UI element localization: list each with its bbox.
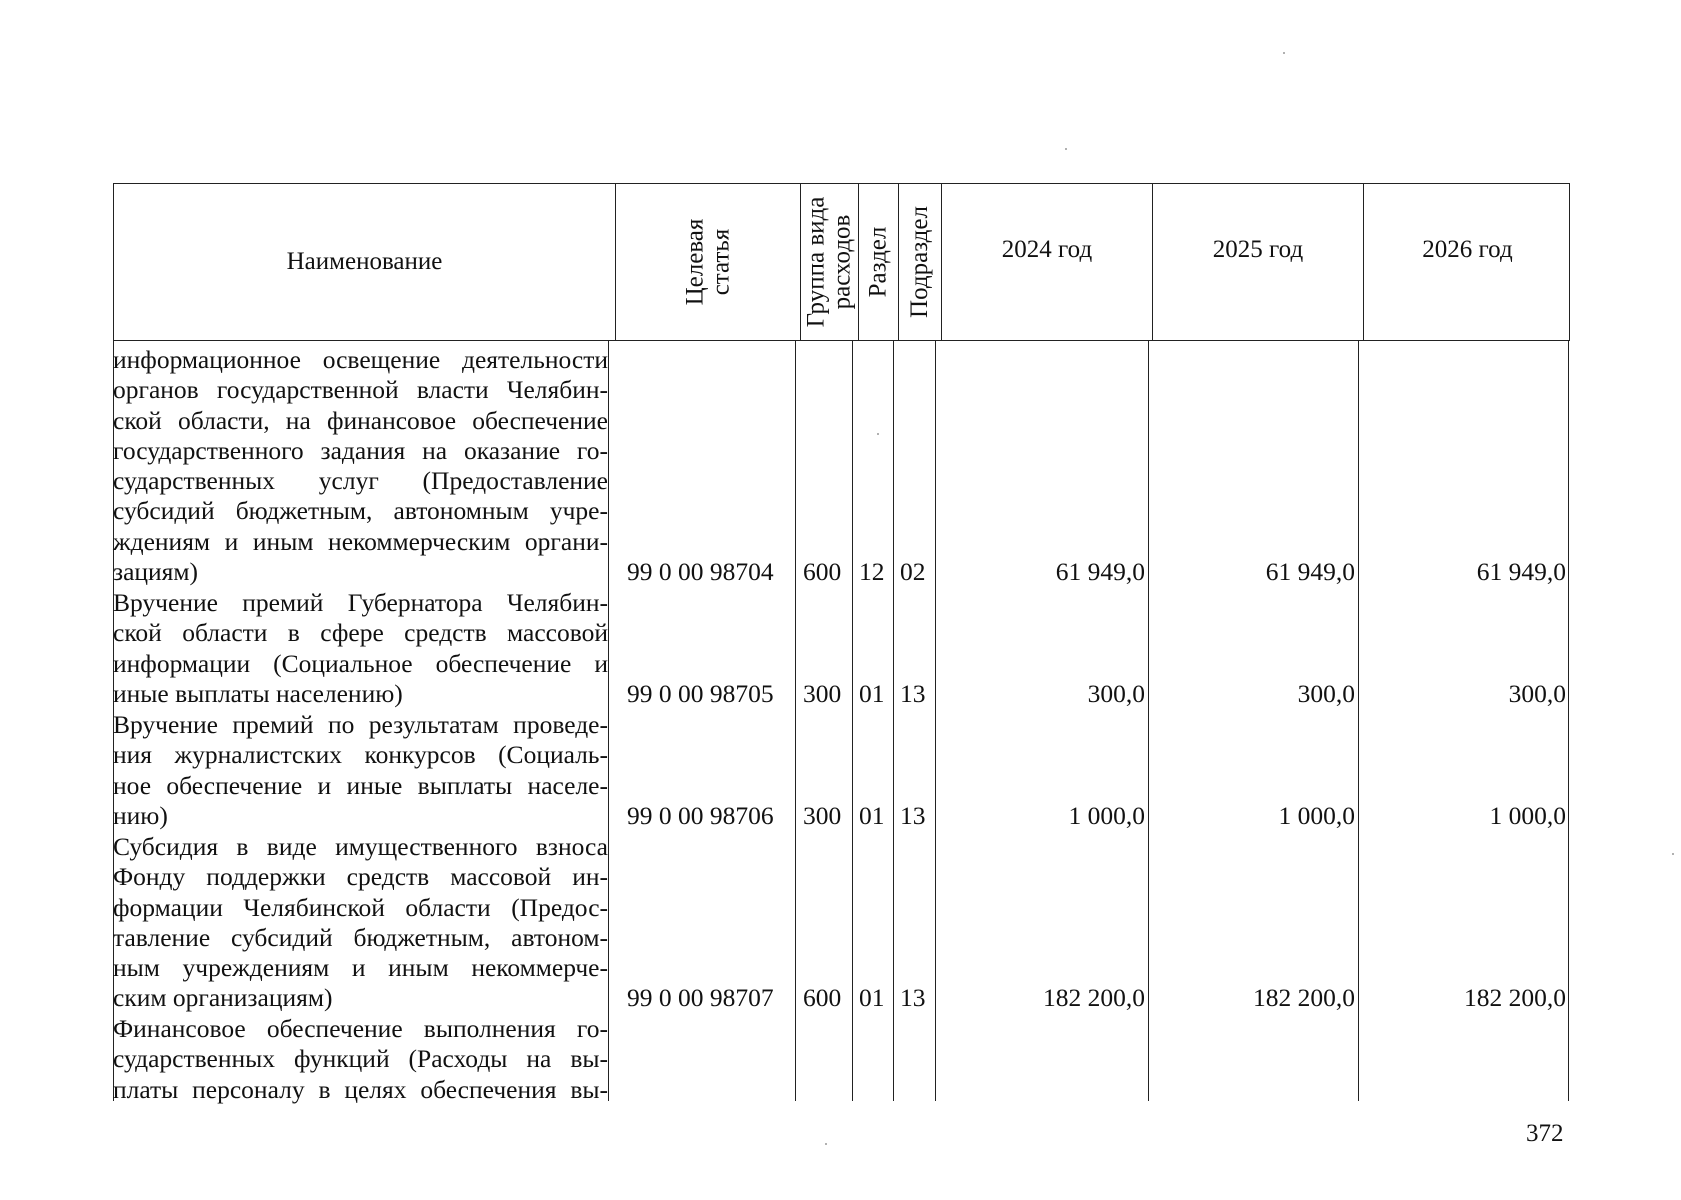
scan-speck — [1283, 52, 1285, 54]
rule-target — [795, 341, 796, 1101]
row-2026: 182 200,0 — [1464, 983, 1566, 1012]
row-group: 300 — [803, 801, 842, 830]
header-target-label: Целевая статья — [680, 218, 734, 306]
row-group: 600 — [803, 557, 842, 586]
row-2026: 61 949,0 — [1476, 557, 1566, 586]
header-subsection — [899, 184, 942, 340]
row-group: 600 — [803, 983, 842, 1012]
scan-speck — [1065, 148, 1067, 150]
row-subsection: 13 — [900, 679, 926, 708]
rule-group — [852, 341, 853, 1101]
rule-2025 — [1358, 341, 1359, 1101]
row-name: информационное освещение деятельности органов государственной власти Челябин- ской области, на финансовое обеспечение государственного задания на оказание го- сударственных услуг (Предоставление субсидий бюджетным, автономным учре- ждениям и иным некоммерческим органи- зациям) — [113, 345, 608, 587]
rule-subsection — [935, 341, 936, 1101]
row-subsection: 13 — [900, 983, 926, 1012]
row-2025: 182 200,0 — [1253, 983, 1355, 1012]
rule-name — [608, 341, 609, 1101]
row-2024: 1 000,0 — [1068, 801, 1145, 830]
row-2025: 61 949,0 — [1265, 557, 1355, 586]
row-section: 01 — [859, 679, 885, 708]
row-2025: 300,0 — [1297, 679, 1355, 708]
header-subsection-label: Подраздел — [906, 206, 933, 318]
row-target: 99 0 00 98705 — [627, 679, 774, 708]
row-2024: 61 949,0 — [1055, 557, 1145, 586]
header-target — [616, 184, 801, 340]
row-name: Субсидия в виде имущественного взноса Фонду поддержки средств массовой ин- формации Челябинской области (Предос- тавление субсидий бюджетным, автоном- ным учреждениям и иным некоммерче- ским организациям) — [113, 832, 608, 1013]
row-group: 300 — [803, 679, 842, 708]
row-target: 99 0 00 98706 — [627, 801, 774, 830]
row-2026: 300,0 — [1508, 679, 1566, 708]
row-2026: 1 000,0 — [1489, 801, 1566, 830]
row-subsection: 13 — [900, 801, 926, 830]
header-section-label: Раздел — [864, 226, 892, 298]
page-number: 372 — [1526, 1120, 1564, 1147]
header-section — [859, 184, 899, 340]
row-name: Вручение премий по результатам проведе- ния журналистских конкурсов (Социаль- ное обеспечение и иные выплаты населе- нию) — [113, 710, 608, 830]
rule-2024 — [1148, 341, 1149, 1101]
table-header — [113, 183, 1570, 341]
row-2025: 1 000,0 — [1278, 801, 1355, 830]
row-subsection: 02 — [900, 557, 926, 586]
header-2025: 2025 год — [1153, 184, 1364, 340]
header-group-label: Группа вида расходов — [802, 196, 856, 328]
row-name: Финансовое обеспечение выполнения го- сударственных функций (Расходы на вы- платы персоналу в целях обеспечения вы- — [113, 1014, 608, 1104]
scan-speck — [877, 433, 879, 435]
row-2024: 300,0 — [1087, 679, 1145, 708]
rule-2026 — [1568, 341, 1569, 1101]
header-2024: 2024 год — [942, 184, 1153, 340]
header-name-label: Наименование — [286, 248, 443, 275]
row-2024: 182 200,0 — [1043, 983, 1145, 1012]
row-section: 01 — [859, 801, 885, 830]
scan-speck — [1672, 853, 1674, 855]
rule-section — [893, 341, 894, 1101]
row-section: 12 — [859, 557, 885, 586]
row-target: 99 0 00 98704 — [627, 557, 774, 586]
scan-speck — [825, 1143, 827, 1145]
header-2026: 2026 год — [1422, 236, 1513, 263]
row-name: Вручение премий Губернатора Челябин- ской области в сфере средств массовой информации (Социальное обеспечение и иные выплаты населению) — [113, 588, 608, 708]
row-section: 01 — [859, 983, 885, 1012]
header-group — [801, 184, 859, 340]
row-target: 99 0 00 98707 — [627, 983, 774, 1012]
header-name — [114, 184, 616, 340]
